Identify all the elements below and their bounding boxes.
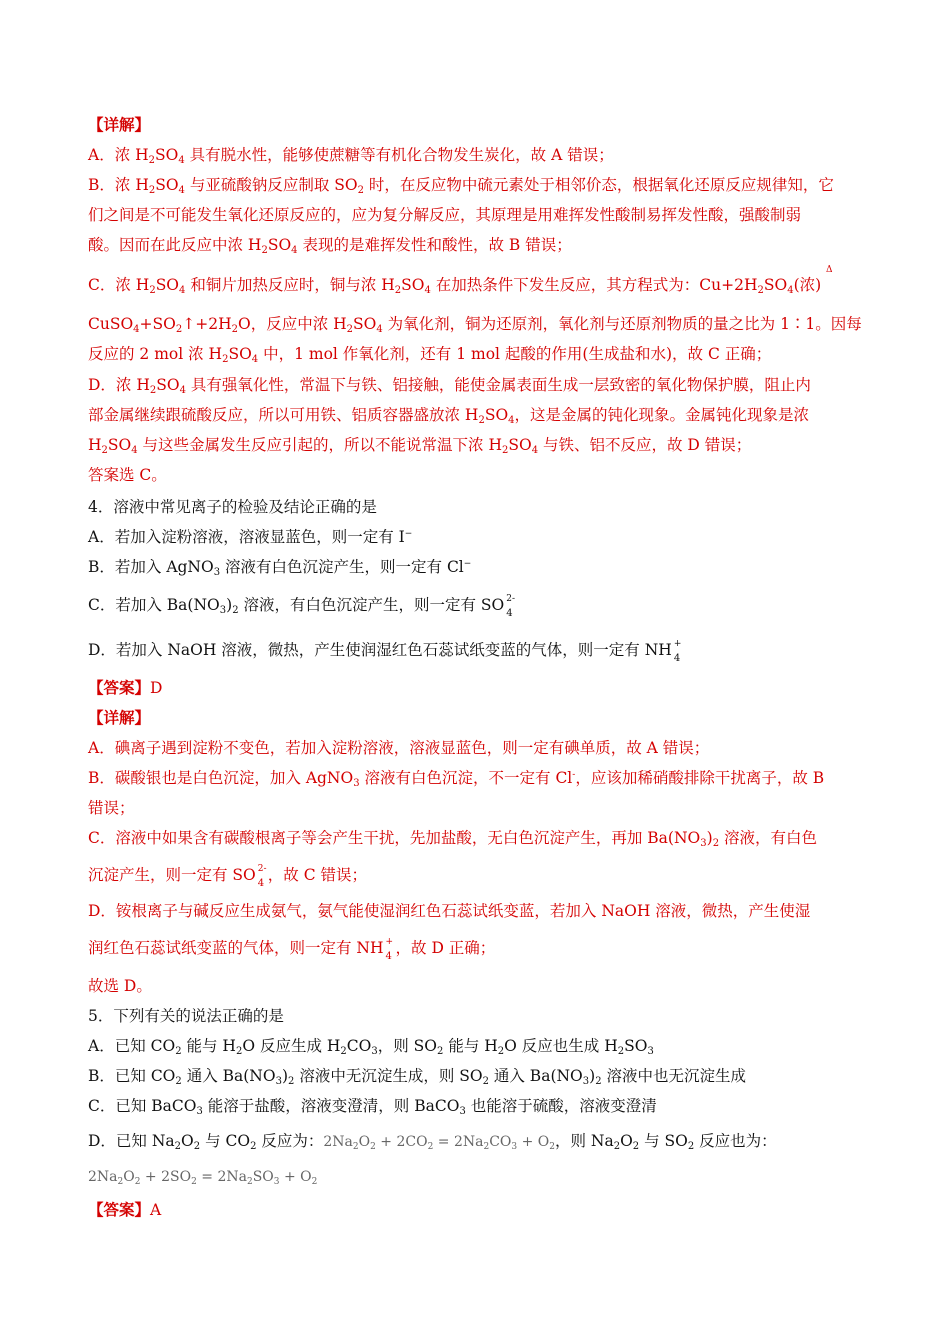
text-line: C．已知 BaCO$_3$ 能溶于盐酸，溶液变澄清，则 BaCO$_3$ 也能溶于硫酸，溶液变澄清 bbox=[88, 1097, 657, 1117]
text-line: 【详解】 bbox=[88, 115, 151, 134]
text-line: 【答案】A bbox=[88, 1200, 162, 1219]
text-line: 们之间是不可能发生氧化还原反应的，应为复分解反应，其原理是用难挥发性酸制易挥发性酸，强酸制弱 bbox=[88, 206, 802, 224]
text-line: B．若加入 AgNO$_3$ 溶液有白色沉淀产生，则一定有 Cl− bbox=[88, 558, 472, 578]
text-line: D．浓 $H_2SO_4$ 具有强氧化性，常温下与铁、铝接触，能使金属表面生成一层致密的氧化物保护膜，阻止内 bbox=[88, 376, 811, 396]
text-line: 沉淀产生，则一定有 SO 2- 4 ，故 C 错误； bbox=[88, 864, 367, 889]
text-line: 答案选 C。 bbox=[88, 466, 167, 484]
text-line: $2Na_2O_2 + 2SO_2 = 2Na_2SO_3 + O_2$ bbox=[88, 1169, 318, 1187]
text-line: C．若加入 $Ba(NO_3)_2$ 溶液，有白色沉淀产生，则一定有 SO 2- 4 bbox=[88, 594, 516, 619]
text-line: 5．下列有关的说法正确的是 bbox=[88, 1007, 284, 1025]
text-line: 酸。因而在此反应中浓 $H_2SO_4$ 表现的是难挥发性和酸性，故 B 错误； bbox=[88, 236, 572, 256]
text-line: A．已知 $CO_2$ 能与 $H_2O$ 反应生成 $H_2CO_3$，则 $SO_2$ 能与 $H_2O$ 反应也生成 $H_2SO_3$ bbox=[88, 1037, 654, 1057]
text-line: 部金属继续跟硫酸反应，所以可用铁、铝质容器盛放浓 $H_2SO_4$，这是金属的钝化现象。金属钝化现象是浓 bbox=[88, 406, 810, 426]
text-line: D．若加入 NaOH 溶液，微热，产生使润湿红色石蕊试纸变蓝的气体，则一定有 NH + 4 bbox=[88, 639, 682, 664]
text-line: $H_2SO_4$ 与这些金属发生反应引起的，所以不能说常温下浓 $H_2SO_4$ 与铁、铝不反应，故 D 错误； bbox=[88, 436, 752, 456]
text-line: C．溶液中如果含有碳酸根离子等会产生干扰，先加盐酸，无白色沉淀产生，再加 $Ba(NO_3)_2$ 溶液，有白色 bbox=[88, 829, 817, 849]
text-line: 错误； bbox=[88, 799, 135, 817]
text-line: C．浓 $H_2SO_4$ 和铜片加热反应时，铜与浓 $H_2SO_4$ 在加热条件下发生反应，其方程式为：$Cu+2H_2SO_4$(浓) bbox=[88, 276, 822, 296]
heat-symbol: Δ bbox=[826, 265, 833, 275]
text-line: D．铵根离子与碱反应生成氨气，氨气能使湿润红色石蕊试纸变蓝，若加入 NaOH 溶液，微热，产生使湿 bbox=[88, 902, 811, 920]
text-line: A．若加入淀粉溶液，溶液显蓝色，则一定有 I− bbox=[88, 528, 413, 546]
text-line: B．碳酸银也是白色沉淀，加入 AgNO$_3$ 溶液有白色沉淀，不一定有 Cl-，应该加稀硝酸排除干扰离子，故 B bbox=[88, 769, 825, 789]
text-line: B．浓 $H_2SO_4$ 与亚硫酸钠反应制取 $SO_2$ 时，在反应物中硫元素处于相邻价态，根据氧化还原反应规律知，它 bbox=[88, 176, 834, 196]
text-line: 反应的 2 mol 浓 $H_2SO_4$ 中，1 mol 作氧化剂，还有 1 mol 起酸的作用(生成盐和水)，故 C 正确； bbox=[88, 345, 772, 365]
text-line: A．浓 $H_2SO_4$ 具有脱水性，能够使蔗糖等有机化合物发生炭化，故 A 错误； bbox=[88, 146, 614, 166]
text-line: 【详解】 bbox=[88, 708, 151, 727]
text-line: B．已知 $CO_2$ 通入 $Ba(NO_3)_2$ 溶液中无沉淀生成，则 $SO_2$ 通入 $Ba(NO_3)_2$ 溶液中也无沉淀生成 bbox=[88, 1067, 747, 1087]
text-line: 故选 D。 bbox=[88, 977, 152, 995]
text-line: 4．溶液中常见离子的检验及结论正确的是 bbox=[88, 498, 377, 516]
text-line: 【答案】D bbox=[88, 678, 163, 697]
text-line: 润红色石蕊试纸变蓝的气体，则一定有 NH + 4 ，故 D 正确； bbox=[88, 937, 496, 962]
text-line: A．碘离子遇到淀粉不变色，若加入淀粉溶液，溶液显蓝色，则一定有碘单质，故 A 错误； bbox=[88, 739, 710, 757]
text-line: D．已知 $Na_2O_2$ 与 $CO_2$ 反应为：$2Na_2O_2 + 2CO_2 = 2Na_2CO_3 + O_2$，则 $Na_2O_2$ 与 $SO_2$ 反应也为： bbox=[88, 1132, 777, 1152]
text-line: $CuSO_4+SO_2↑+2H_2O$，反应中浓 $H_2SO_4$ 为氧化剂，铜为还原剂，氧化剂与还原剂物质的量之比为 1∶1。因每 bbox=[88, 315, 862, 335]
